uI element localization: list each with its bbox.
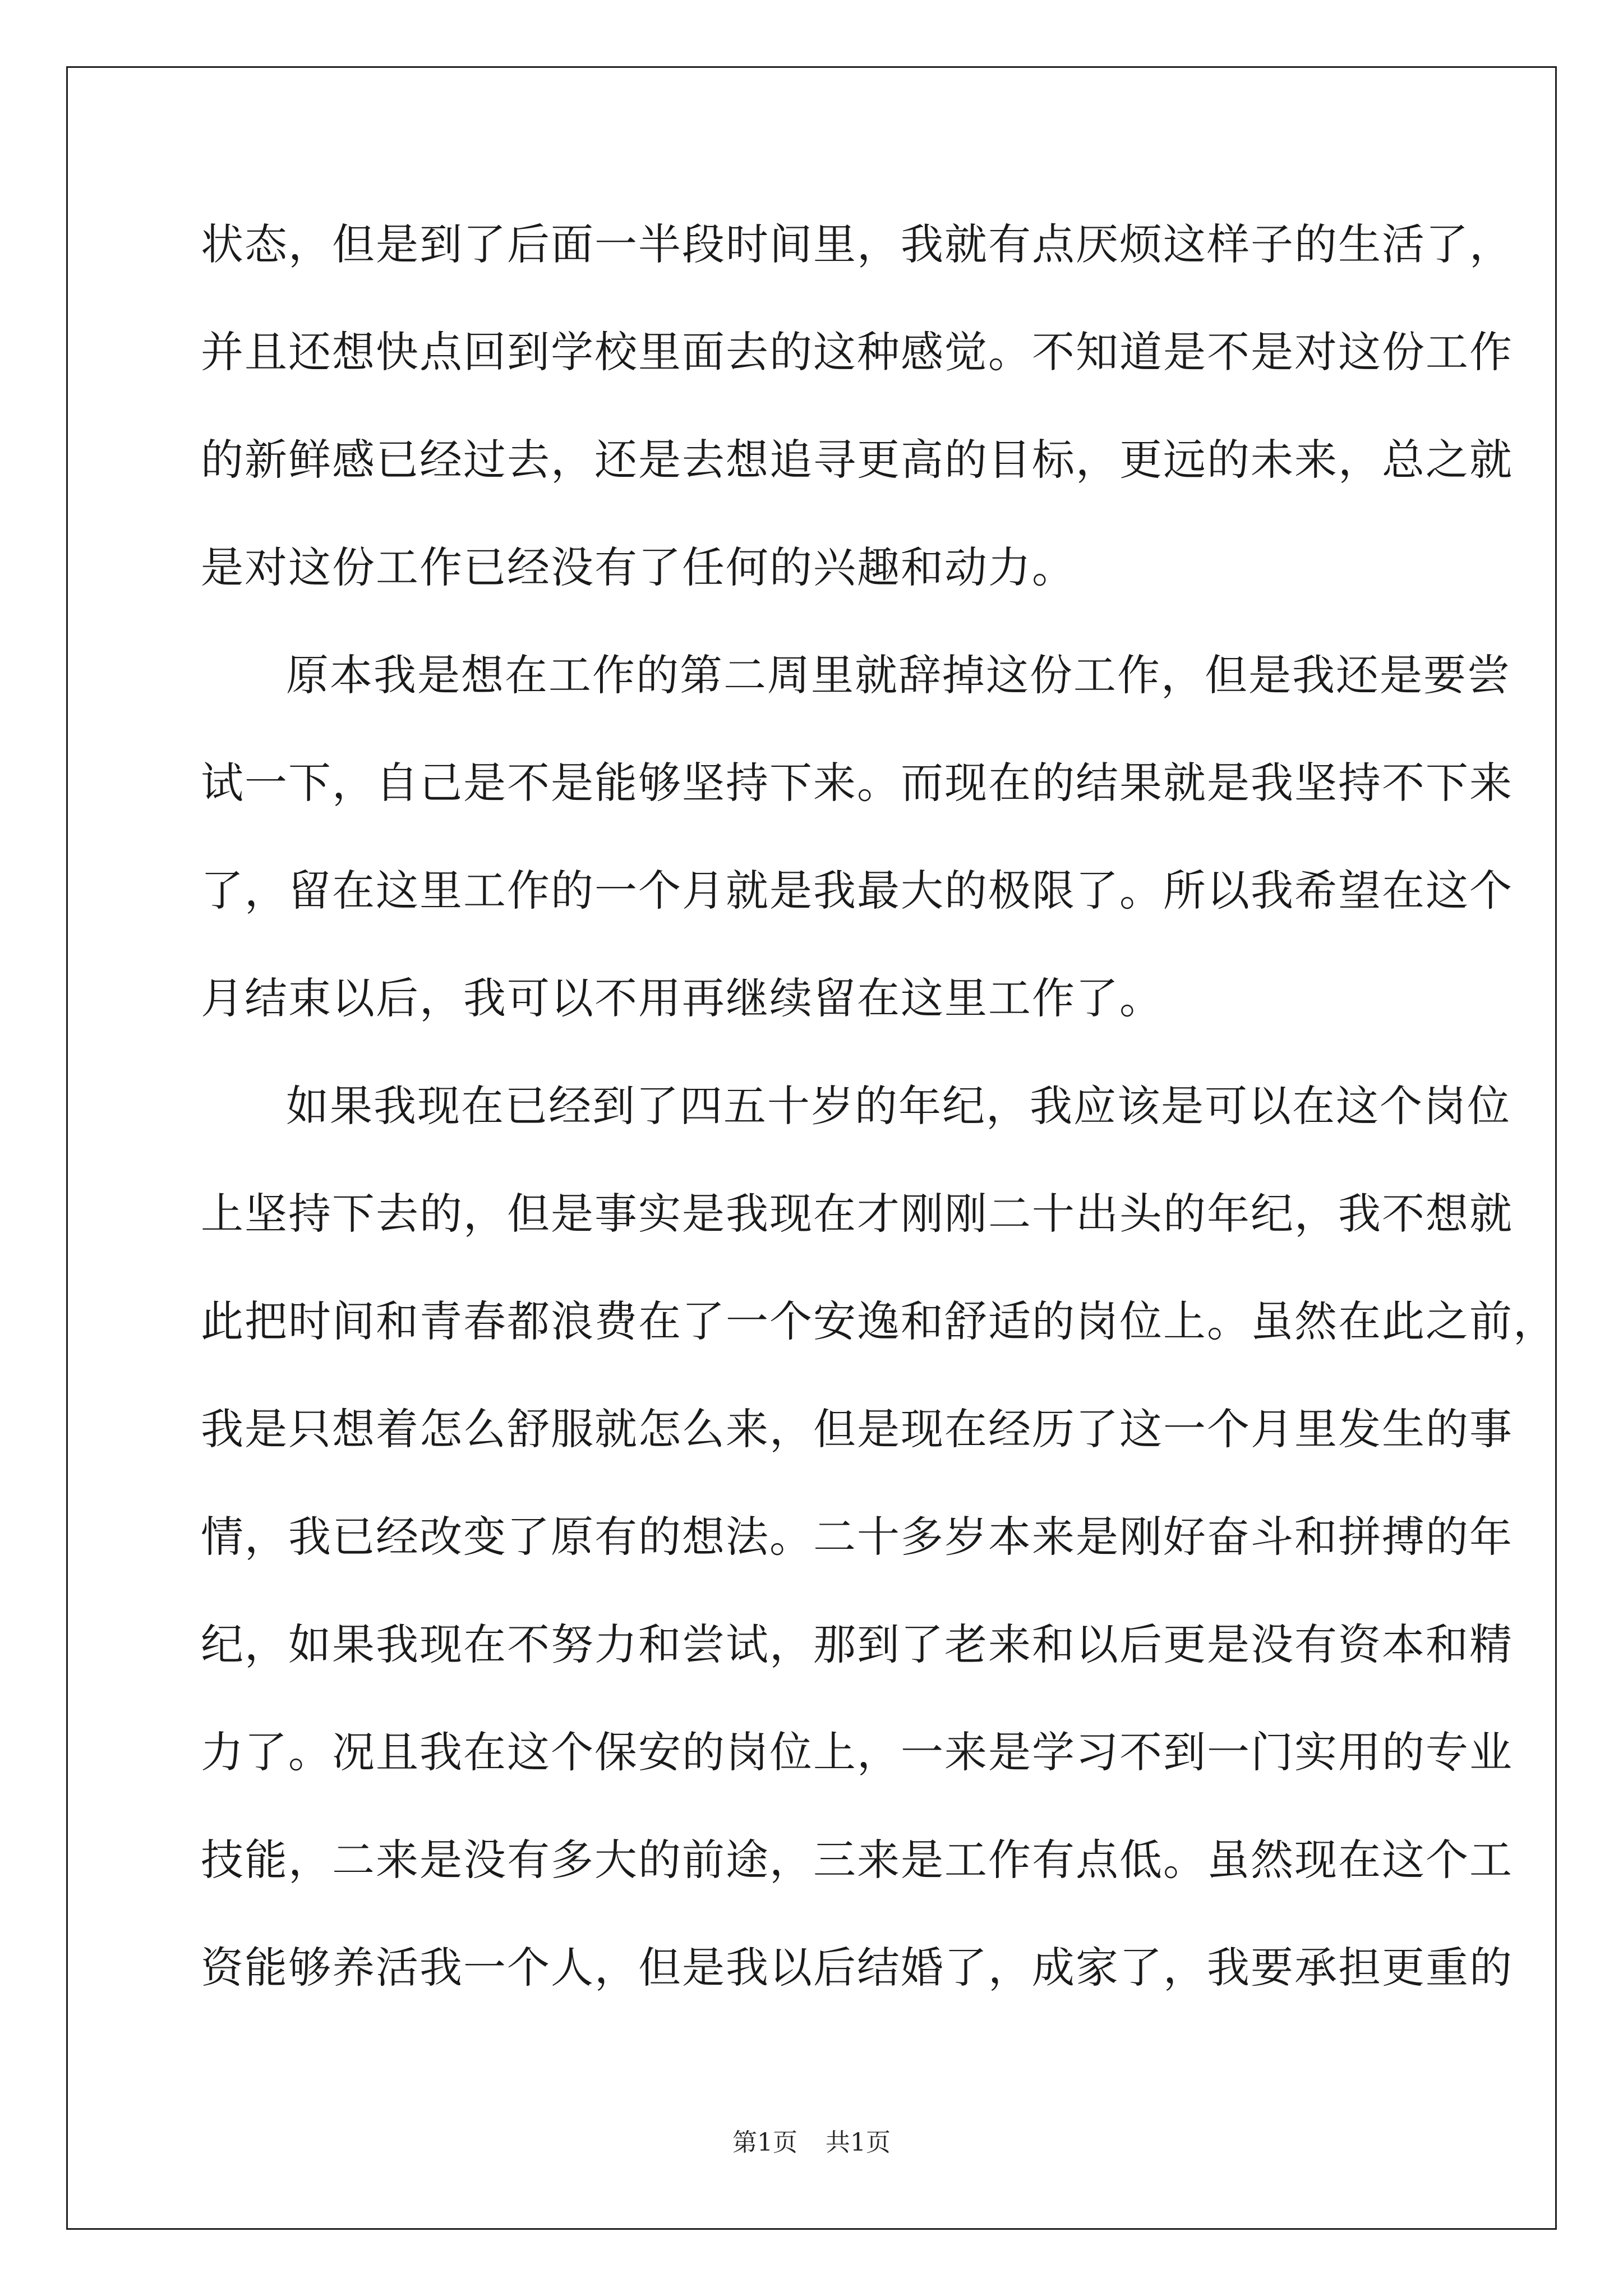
text-line: 资能够养活我一个人，但是我以后结婚了，成家了，我要承担更重的 xyxy=(201,1943,1513,1993)
text-line: 技能，二来是没有多大的前途，三来是工作有点低。虽然现在这个工 xyxy=(201,1835,1513,1885)
text-line: 状态，但是到了后面一半段时间里，我就有点厌烦这样子的生活了， xyxy=(201,219,1513,269)
text-line: 是对这份工作已经没有了任何的兴趣和动力。 xyxy=(201,542,1076,592)
text-line: 原本我是想在工作的第二周里就辞掉这份工作，但是我还是要尝 xyxy=(286,650,1511,700)
text-line: 情，我已经改变了原有的想法。二十多岁本来是刚好奋斗和拼搏的年 xyxy=(201,1512,1513,1562)
text-line: 上坚持下去的，但是事实是我现在才刚刚二十出头的年纪，我不想就 xyxy=(201,1189,1513,1239)
text-line: 此把时间和青春都浪费在了一个安逸和舒适的岗位上。虽然在此之前， xyxy=(201,1296,1557,1346)
text-line: 了，留在这里工作的一个月就是我最大的极限了。所以我希望在这个 xyxy=(201,866,1513,915)
page-footer xyxy=(0,2126,1623,2160)
page-total: 共1页 xyxy=(826,2128,891,2157)
text-line: 试一下，自己是不是能够坚持下来。而现在的结果就是我坚持不下来 xyxy=(201,758,1513,808)
text-line: 月结束以后，我可以不用再继续留在这里工作了。 xyxy=(201,973,1163,1023)
document-body xyxy=(201,191,1557,2022)
text-line: 并且还想快点回到学校里面去的这种感觉。不知道是不是对这份工作 xyxy=(201,327,1513,377)
text-line: 力了。况且我在这个保安的岗位上，一来是学习不到一门实用的专业 xyxy=(201,1727,1513,1777)
text-line: 如果我现在已经到了四五十岁的年纪，我应该是可以在这个岗位 xyxy=(286,1081,1511,1131)
text-line: 纪，如果我现在不努力和尝试，那到了老来和以后更是没有资本和精 xyxy=(201,1619,1513,1669)
page-number: 第1页 xyxy=(732,2128,797,2157)
text-line: 我是只想着怎么舒服就怎么来，但是现在经历了这一个月里发生的事 xyxy=(201,1404,1513,1454)
text-line: 的新鲜感已经过去，还是去想追寻更高的目标，更远的未来，总之就 xyxy=(201,435,1513,485)
